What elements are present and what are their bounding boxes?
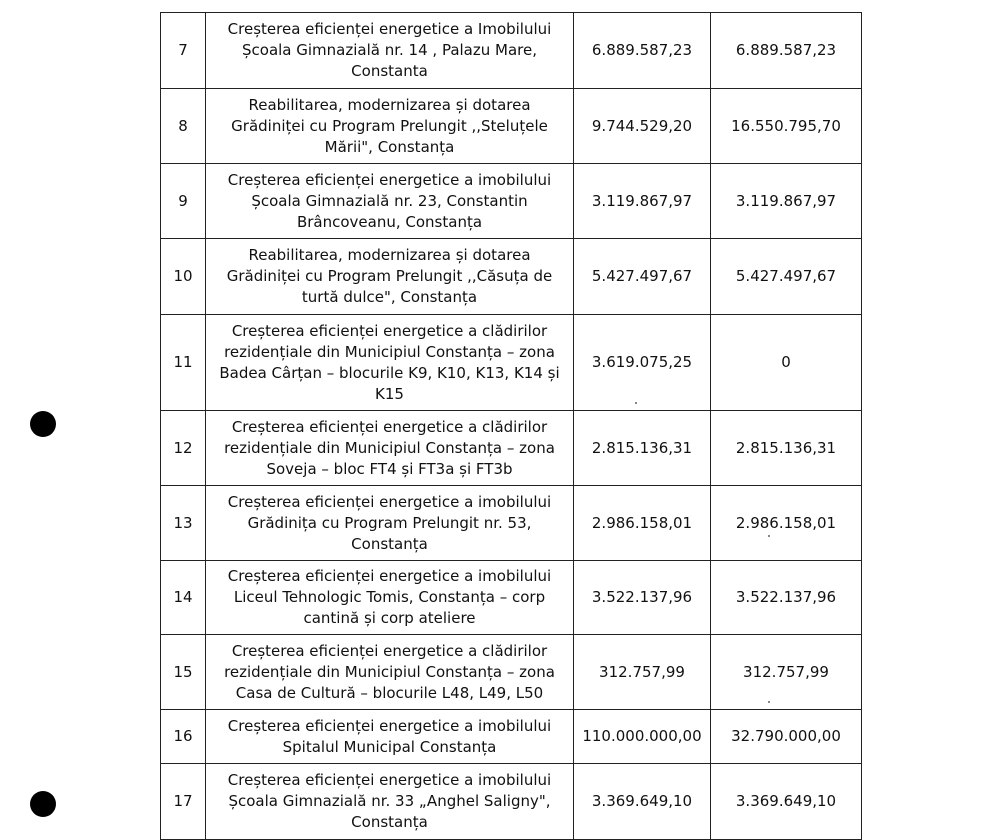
value-cell: 6.889.587,23 [711, 13, 862, 89]
punch-hole-mark [30, 791, 56, 817]
table-row [161, 89, 862, 164]
value-cell: 3.119.867,97 [574, 164, 711, 239]
value-cell: 16.550.795,70 [711, 89, 862, 164]
row-number: 11 [161, 315, 206, 411]
projects-table [160, 12, 862, 840]
project-description: Creșterea eficienței energetice a Imobilului Școala Gimnazială nr. 14 , Palazu Mare, Constanta [206, 13, 574, 89]
value-cell: 3.369.649,10 [574, 764, 711, 840]
project-description: Creșterea eficienței energetice a clădirilor rezidențiale din Municipiul Constanța – zona Casa de Cultură – blocurile L48, L49, L50 [206, 635, 574, 710]
value-cell: 110.000.000,00 [574, 710, 711, 764]
table-row [161, 764, 862, 840]
value-cell: 2.986.158,01 [574, 486, 711, 561]
table-row [161, 486, 862, 561]
row-number: 14 [161, 561, 206, 635]
row-number: 13 [161, 486, 206, 561]
table-row [161, 635, 862, 710]
row-number: 15 [161, 635, 206, 710]
value-cell: 312.757,99 [574, 635, 711, 710]
value-cell: 0 [711, 315, 862, 411]
value-cell: 3.522.137,96 [711, 561, 862, 635]
value-cell: 9.744.529,20 [574, 89, 711, 164]
row-number: 16 [161, 710, 206, 764]
value-cell: 5.427.497,67 [574, 239, 711, 315]
project-description: Reabilitarea, modernizarea și dotarea Grădiniței cu Program Prelungit ,,Căsuța de turtă dulce", Constanța [206, 239, 574, 315]
project-description: Creșterea eficienței energetice a imobilului Spitalul Municipal Constanța [206, 710, 574, 764]
row-number: 9 [161, 164, 206, 239]
value-cell: 2.815.136,31 [574, 411, 711, 486]
project-description: Creșterea eficienței energetice a imobilului Școala Gimnazială nr. 23, Constantin Brâncoveanu, Constanța [206, 164, 574, 239]
row-number: 10 [161, 239, 206, 315]
table-row [161, 710, 862, 764]
row-number: 8 [161, 89, 206, 164]
project-description: Creșterea eficienței energetice a clădirilor rezidențiale din Municipiul Constanța – zona Badea Cârțan – blocurile K9, K10, K13, K14 și K15 [206, 315, 574, 411]
value-cell: 3.619.075,25 [574, 315, 711, 411]
value-cell: 6.889.587,23 [574, 13, 711, 89]
table-row [161, 239, 862, 315]
table-row [161, 561, 862, 635]
value-cell: 3.369.649,10 [711, 764, 862, 840]
value-cell: 3.522.137,96 [574, 561, 711, 635]
value-cell: 312.757,99 [711, 635, 862, 710]
table-row [161, 315, 862, 411]
table-row [161, 411, 862, 486]
row-number: 17 [161, 764, 206, 840]
project-description: Creșterea eficienței energetice a imobilului Grădinița cu Program Prelungit nr. 53, Constanța [206, 486, 574, 561]
row-number: 7 [161, 13, 206, 89]
value-cell: 5.427.497,67 [711, 239, 862, 315]
value-cell: 2.986.158,01 [711, 486, 862, 561]
value-cell: 2.815.136,31 [711, 411, 862, 486]
table-row [161, 164, 862, 239]
punch-hole-mark [30, 411, 56, 437]
project-description: Creșterea eficienței energetice a imobilului Liceul Tehnologic Tomis, Constanța – corp cantină și corp ateliere [206, 561, 574, 635]
value-cell: 32.790.000,00 [711, 710, 862, 764]
value-cell: 3.119.867,97 [711, 164, 862, 239]
table-row [161, 13, 862, 89]
project-description: Creșterea eficienței energetice a clădirilor rezidențiale din Municipiul Constanța – zona Soveja – bloc FT4 și FT3a și FT3b [206, 411, 574, 486]
project-description: Reabilitarea, modernizarea și dotarea Grădiniței cu Program Prelungit ,,Steluțele Mării", Constanța [206, 89, 574, 164]
project-description: Creșterea eficienței energetice a imobilului Școala Gimnazială nr. 33 „Anghel Saligny", Constanța [206, 764, 574, 840]
row-number: 12 [161, 411, 206, 486]
